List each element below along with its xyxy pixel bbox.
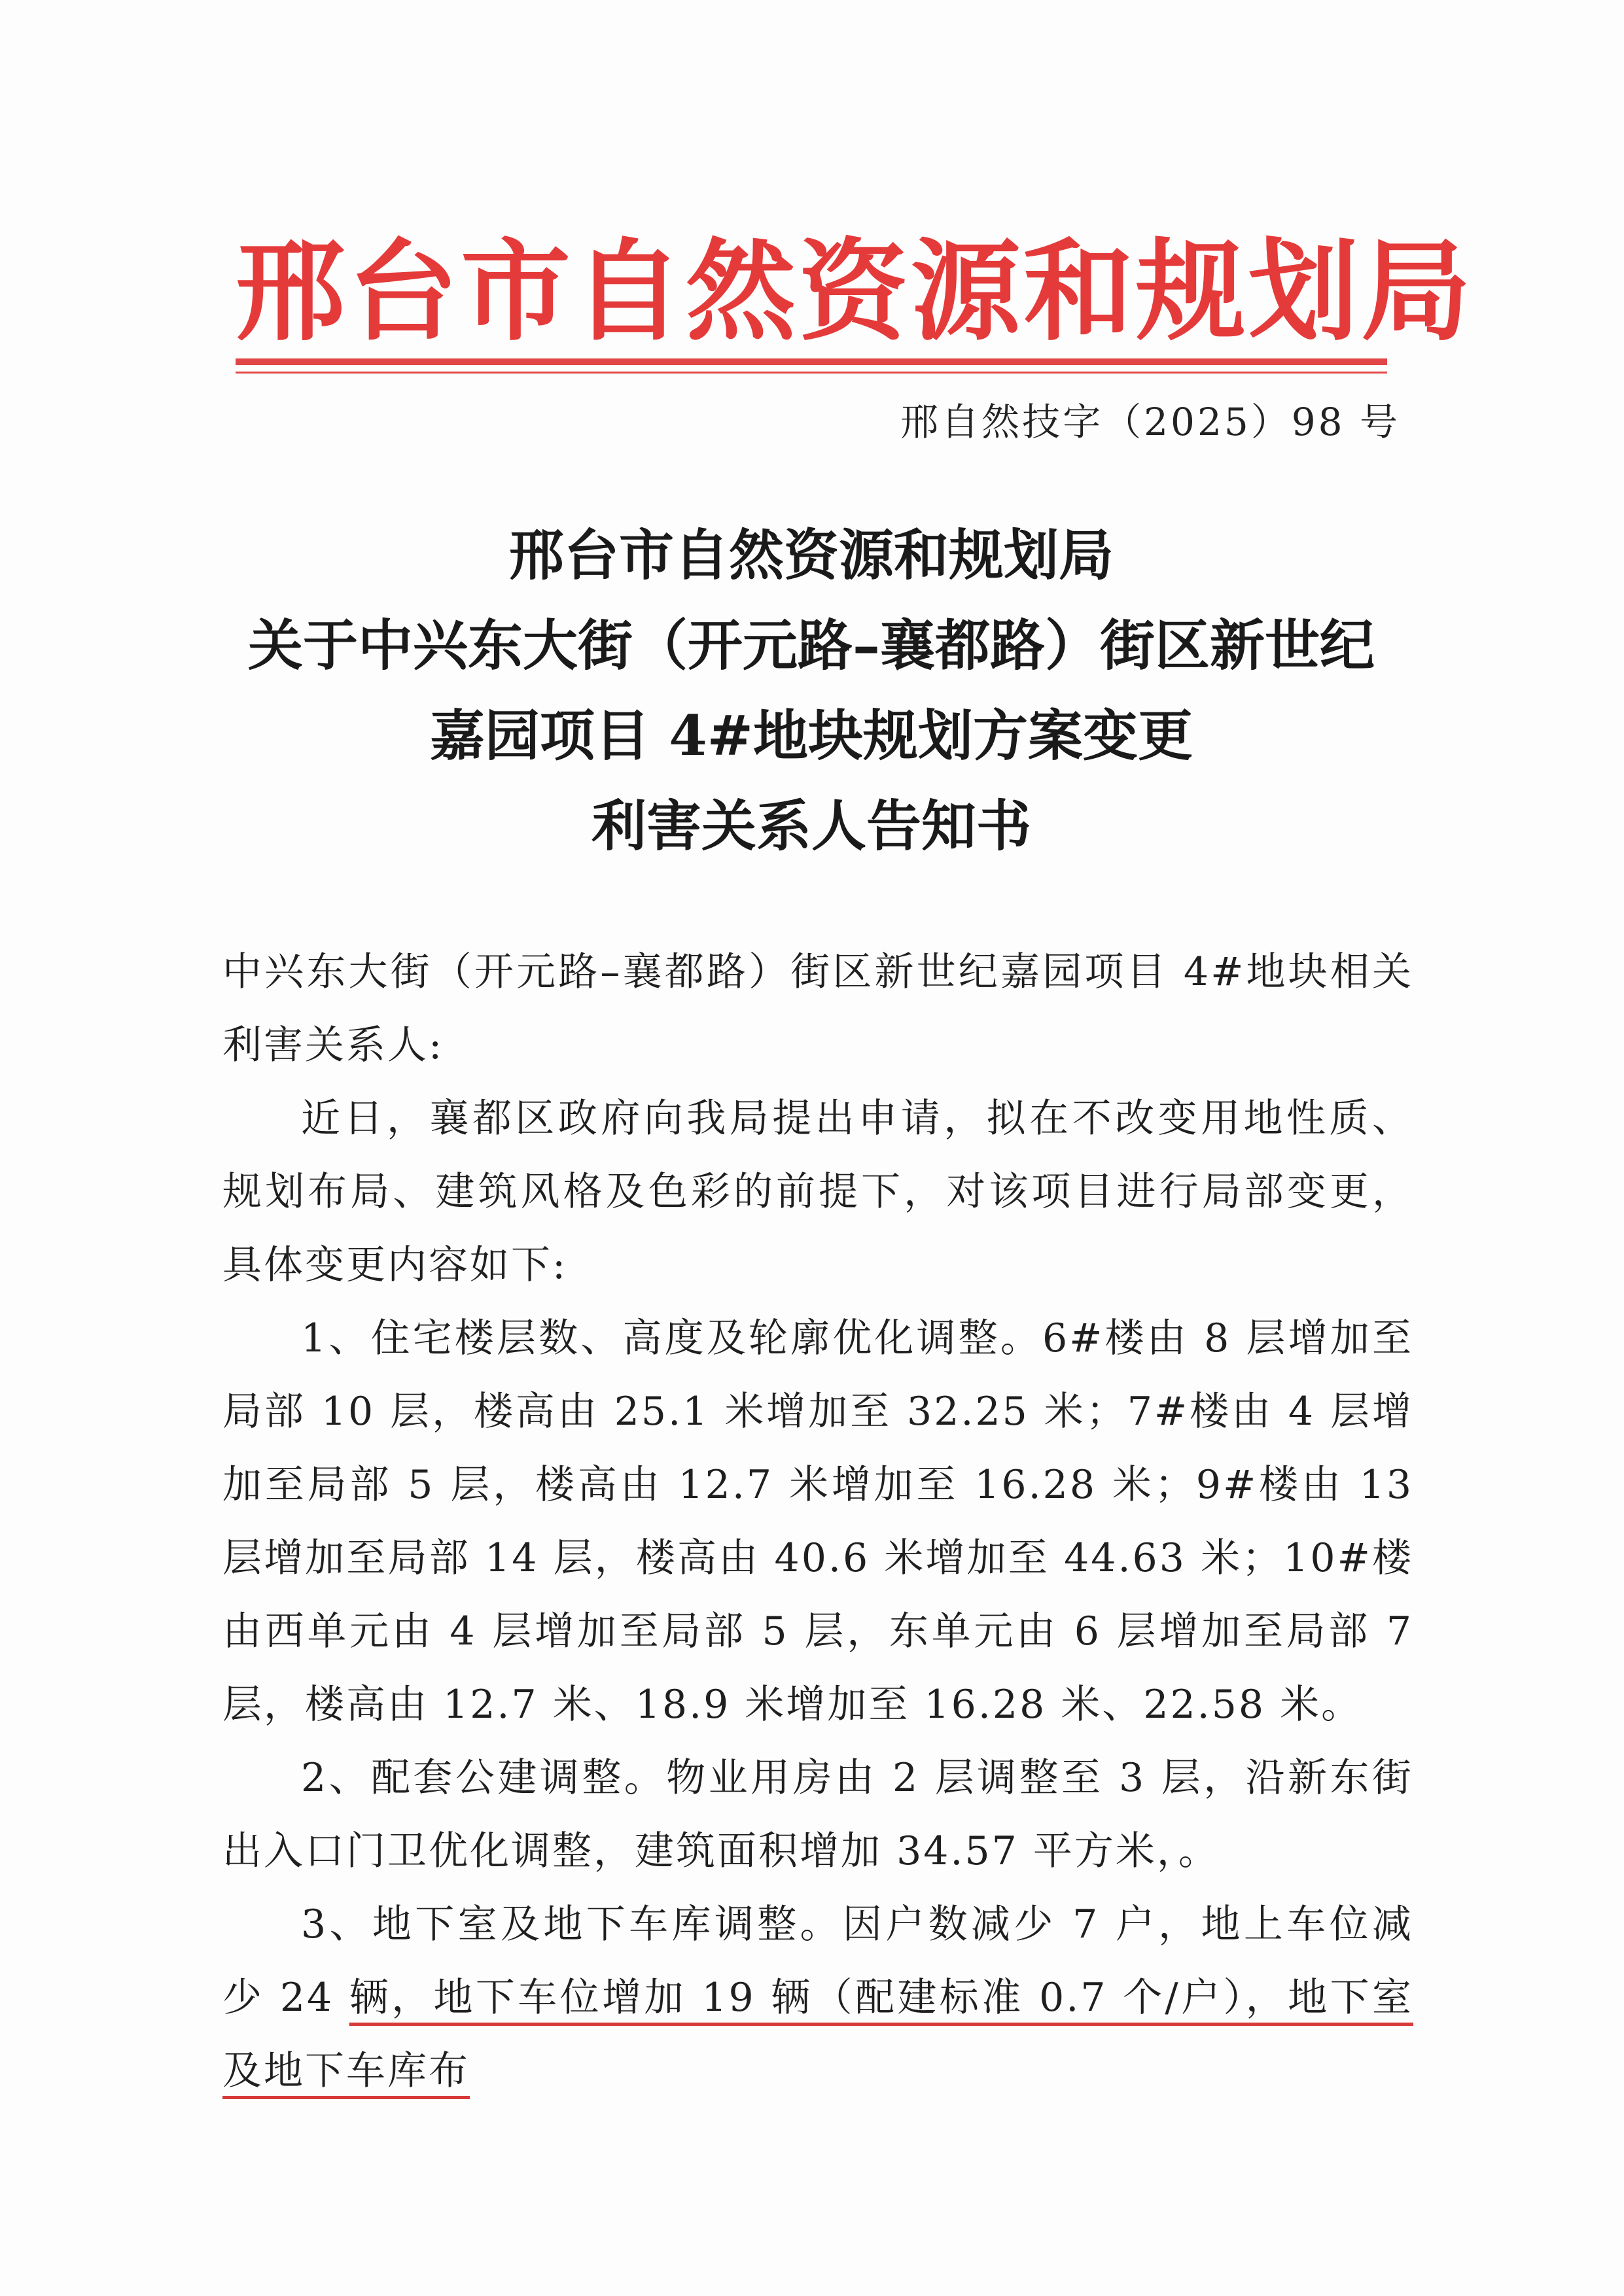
intro-paragraph: 近日，襄都区政府向我局提出申请，拟在不改变用地性质、规划布局、建筑风格及色彩的前提下，对该项目进行局部变更，具体变更内容如下: xyxy=(222,1096,1413,1288)
item-3-paragraph xyxy=(222,1888,1413,2108)
letterhead-red-rule-thick xyxy=(236,358,1387,365)
document-body xyxy=(222,935,1413,2108)
item-2-paragraph: 2、配套公建调整。物业用房由 2 层调整至 3 层，沿新东街出入口门卫优化调整，建筑面积增加 34.57 平方米，。 xyxy=(222,1755,1413,1874)
agency-letterhead-title: 邢台市自然资源和规划局 xyxy=(236,226,1474,356)
item-3-text: 3、地下室及地下车库调整。因户数减少 7 户，地上车位减少 24 xyxy=(222,1902,1413,2021)
item-1-paragraph: 1、住宅楼层数、高度及轮廓优化调整。6#楼由 8 层增加至局部 10 层，楼高由 25.1 米增加至 32.25 米；7#楼由 4 层增加至局部 5 层，楼高由 12.7 米增加至 16.28 米；9#楼由 13 层增加至局部 14 层，楼高由 40.6 米增加至 44.63 米；10#楼由西单元由 4 层增加至局部 5 层，东单元由 6 层增加至局部 7 层，楼高由 12.7 米、18.9 米增加至 16.28 米、22.58 米。 xyxy=(222,1315,1413,1728)
letterhead-red-rule-thin xyxy=(236,372,1387,374)
title-line-4: 利害关系人告知书 xyxy=(591,793,1031,858)
document-title xyxy=(196,510,1426,871)
title-line-2: 关于中兴东大街（开元路–襄都路）街区新世纪 xyxy=(247,613,1375,678)
document-number: 邢自然技字（2025）98 号 xyxy=(900,400,1400,444)
title-line-3: 嘉园项目 4#地块规划方案变更 xyxy=(429,703,1193,768)
title-line-1: 邢台市自然资源和规划局 xyxy=(508,523,1114,587)
salutation: 中兴东大街（开元路–襄都路）街区新世纪嘉园项目 4#地块相关利害关系人: xyxy=(222,949,1413,1068)
item-3-underlined-text: 辆，地下车位增加 19 辆（配建标准 0.7 个/户），地下室及地下车库布 xyxy=(222,1975,1413,2094)
